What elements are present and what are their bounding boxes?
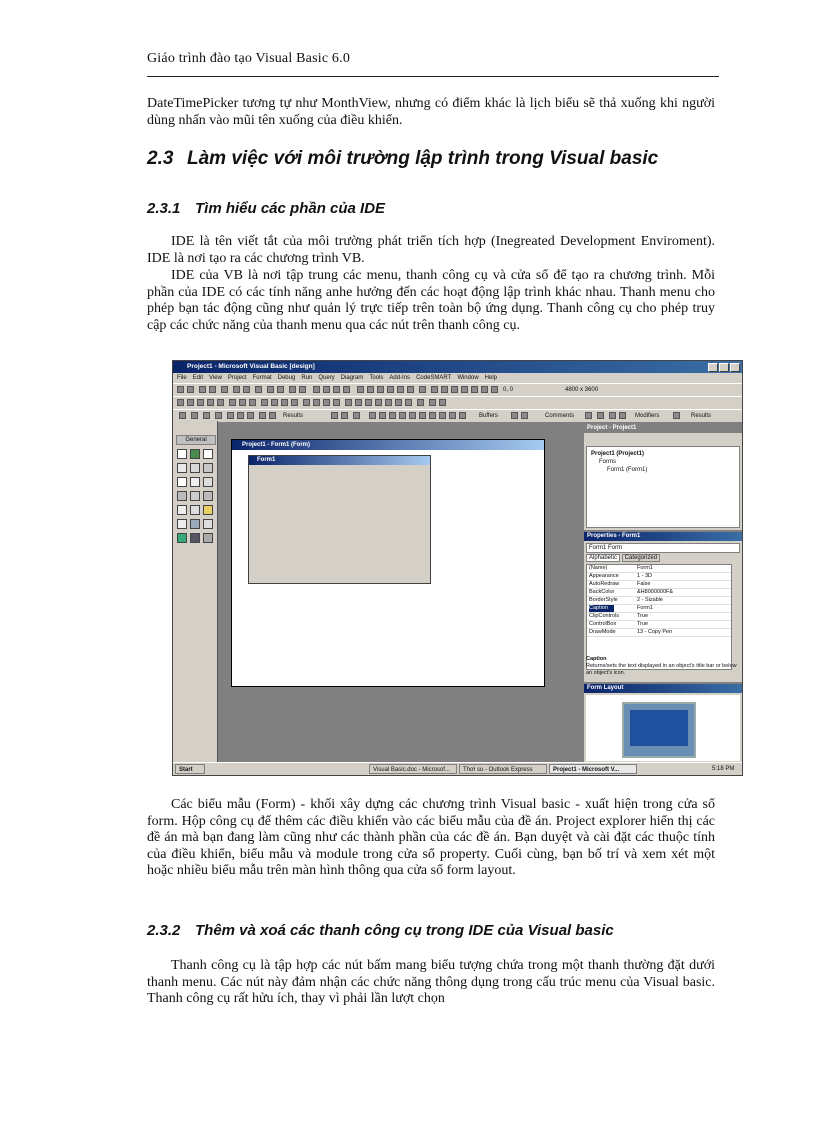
close-icon xyxy=(730,363,740,372)
header-rule xyxy=(147,76,719,77)
screenshot-properties-panel: Properties - Form1 Form1 Form Alphabetic Categorized (Name) Form1 Appearance 1 - 3D AutoRedraw False BackColor &H8000000F& BorderStyle 2 - Sizable Caption Form1 ClipControls True ControlBox True DrawMode 13 - Copy Pen Caption Returns/sets the text displayed in an object's title bar or below an object's icon. xyxy=(583,531,743,683)
intro-paragraph: DateTimePicker tương tự như MonthView, nhưng có điểm khác là lịch biểu sẽ thả xuống khi người dùng nhấn vào mũi tên xuống của điều khiển. xyxy=(147,96,715,128)
screenshot-toolbar-standard: 0, 0 4800 x 3600 xyxy=(173,383,742,396)
section-heading xyxy=(147,148,658,170)
subsection-title-2: Thêm và xoá các thanh công cụ trong IDE của Visual basic xyxy=(195,922,614,939)
header-title: Giáo trình đào tạo Visual Basic 6.0 xyxy=(147,51,351,66)
paragraph-ide-components: Các biểu mẫu (Form) - khối xây dựng các chương trình Visual basic - xuất hiện trong cửa sổ form. Hộp công cụ để thêm các điều khiển vào các biểu mẫu của đề án. Project explorer hiển thị các đề án mà bạn đang làm cũng như các thành phần của các đề án. Bạn duyệt và cài đặt các thuộc tính của điều khiển, biểu mẫu và module trong cửa sổ property. Cuối cùng, bạn bố trí và xem xét một hoặc nhiều biểu mẫu trên màn hình thông qua cửa sổ form layout. xyxy=(147,797,715,878)
paragraph-ide-detail: IDE của VB là nơi tập trung các menu, thanh công cụ và cửa sổ để tạo ra chương trình. Mỗi phần của IDE có các tính năng anhe hưởng đến các hoạt động lập trình khác nhau. Thanh menu cho phép bạn tác động cũng như quản lý trực tiếp trên toàn bộ ứng dụng. Thanh công cụ cho phép truy cập các chức năng của thanh menu qua các nút trên thanh công cụ. xyxy=(147,268,715,333)
screenshot-form-layout: Form Layout xyxy=(583,683,743,764)
maximize-icon xyxy=(719,363,729,372)
screenshot-menubar: File Edit View Project Format Debug Run Query Diagram Tools Add-Ins CodeSMART Window Help xyxy=(173,373,742,383)
subsection-heading-2 xyxy=(147,922,614,939)
screenshot-form-designer: Project1 - Form1 (Form) Form1 xyxy=(231,439,545,687)
section-number: 2.3 xyxy=(147,148,174,169)
screenshot-toolbar-edit xyxy=(173,396,742,409)
subsection-number-1: 2.3.1 xyxy=(147,200,181,217)
paragraph-toolbar-intro: Thanh công cụ là tập hợp các nút bấm mang biểu tượng chứa trong một thanh thường đặt dưới thanh menu. Các nút này đảm nhận các chức năng thông dụng trong cấu trúc menu của Visual basic. Thanh công cụ rất hửu ích, thay vì phải lần lượt chọn xyxy=(147,958,715,1006)
screenshot-toolbar-codesmart: Results Buffers Comments Modifiers Results xyxy=(173,409,742,422)
section-title: Làm việc với môi trường lập trình trong Visual basic xyxy=(187,148,659,169)
minimize-icon xyxy=(708,363,718,372)
screenshot-taskbar: Start Visual Basic.doc - Microsof... Thơi su - Outlook Express Project1 - Microsoft V... 5:18 PM xyxy=(173,762,742,775)
subsection-heading-1 xyxy=(147,200,385,217)
subsection-number-2: 2.3.2 xyxy=(147,922,181,939)
paragraph-ide-intro: IDE là tên viết tắt của môi trường phát triển tích hợp (Inegreated Development Enviroment). IDE là nơi tạo ra các chương trình VB. xyxy=(147,234,715,266)
screenshot-form1: Form1 xyxy=(248,455,431,584)
ide-screenshot xyxy=(172,360,743,776)
screenshot-titlebar: Project1 - Microsoft Visual Basic [design] xyxy=(173,361,742,373)
subsection-title-1: Tìm hiểu các phần của IDE xyxy=(195,200,386,217)
screenshot-toolbox: General xyxy=(173,421,218,766)
screenshot-project-explorer: Project - Project1 Project1 (Project1) Forms Form1 (Form1) xyxy=(583,423,743,531)
